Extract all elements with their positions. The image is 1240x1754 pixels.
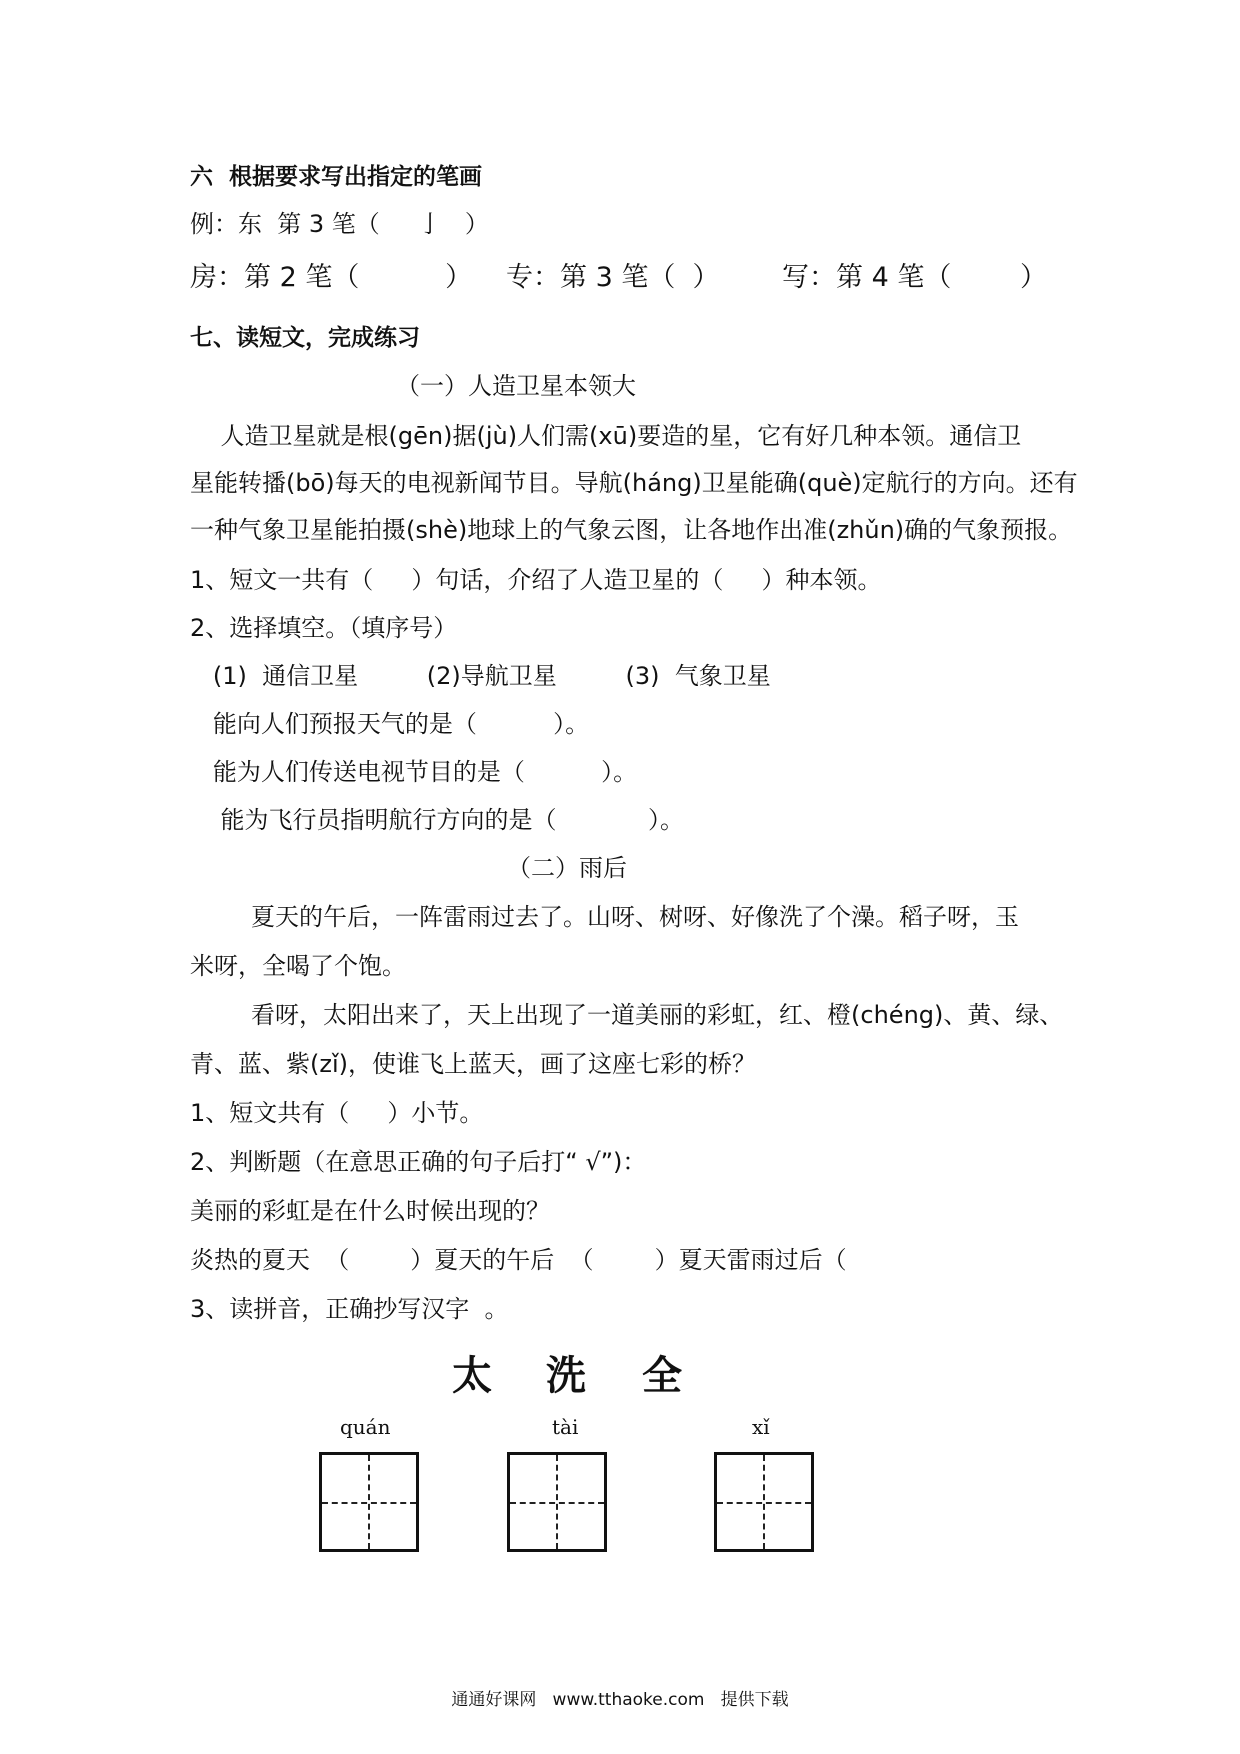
passage-1-line: 一种气象卫星能拍摄(shè)地球上的气象云图，让各地作出准(zhǔn)确的气象预报。	[190, 516, 1073, 544]
writing-grid-tai[interactable]	[507, 1452, 607, 1552]
passage-2-question-2: 2、判断题（在意思正确的句子后打“ √”)：	[190, 1148, 647, 1176]
passage-2-line: 米呀，全喝了个饱。	[190, 952, 406, 980]
char-tai: 太	[452, 1353, 492, 1399]
footer-credit: 通通好课网 www.tthaoke.com 提供下载	[451, 1690, 789, 1710]
question-zhuan-stroke: 专：第 3 笔（ ）	[506, 262, 720, 293]
rainbow-question: 美丽的彩虹是在什么时候出现的？	[190, 1197, 550, 1225]
passage-2-question-1: 1、短文共有（ ）小节。	[190, 1099, 484, 1127]
section-7-heading: 七、读短文，完成练习	[190, 325, 420, 351]
writing-grid-xi[interactable]	[714, 1452, 814, 1552]
passage-1-options: (1) 通信卫星 (2)导航卫星 (3) 气象卫星	[190, 662, 771, 690]
pinyin-quan: quán	[340, 1415, 391, 1439]
char-quan: 全	[642, 1353, 682, 1399]
passage-2-line: 夏天的午后，一阵雷雨过去了。山呀、树呀、好像洗了个澡。稻子呀，玉	[190, 903, 1020, 931]
char-xi: 洗	[546, 1353, 586, 1399]
blank-weather: 能向人们预报天气的是（ ）。	[190, 710, 590, 738]
pinyin-xi: xǐ	[752, 1415, 770, 1439]
passage-1-title: （一）人造卫星本领大	[396, 372, 636, 400]
passage-2-line: 看呀，太阳出来了，天上出现了一道美丽的彩虹，红、橙(chéng)、黄、绿、	[190, 1001, 1064, 1029]
question-fang-stroke: 房：第 2 笔（ ）	[190, 262, 473, 293]
passage-1-question-1: 1、短文一共有（ ）句话，介绍了人造卫星的（ ）种本领。	[190, 566, 882, 594]
pinyin-tai: tài	[552, 1415, 579, 1439]
section-6-heading: 六 根据要求写出指定的笔画	[190, 164, 483, 190]
blank-tv: 能为人们传送电视节目的是（ ）。	[190, 758, 638, 786]
rainbow-options: 炎热的夏天 （ ）夏天的午后 （ ）夏天雷雨过后（	[190, 1246, 847, 1274]
passage-2-question-3: 3、读拼音，正确抄写汉字 。	[190, 1295, 509, 1323]
question-xie-stroke: 写：第 4 笔（ ）	[782, 262, 1048, 293]
writing-grid-quan[interactable]	[319, 1452, 419, 1552]
passage-1-line: 人造卫星就是根(gēn)据(jù)人们需(xū)要造的星，它有好几种本领。通信卫	[190, 422, 1022, 450]
passage-2-line: 青、蓝、紫(zǐ)，使谁飞上蓝天，画了这座七彩的桥？	[190, 1050, 756, 1078]
passage-1-line: 星能转播(bō)每天的电视新闻节目。导航(háng)卫星能确(què)定航行的方向。还有	[190, 469, 1078, 497]
passage-2-title: （二）雨后	[507, 854, 627, 882]
passage-1-question-2: 2、选择填空。（填序号）	[190, 614, 458, 642]
blank-navigation: 能为飞行员指明航行方向的是（ ）。	[190, 806, 685, 834]
section-6-example: 例：东 第 3 笔（ 亅 ）	[190, 210, 489, 238]
